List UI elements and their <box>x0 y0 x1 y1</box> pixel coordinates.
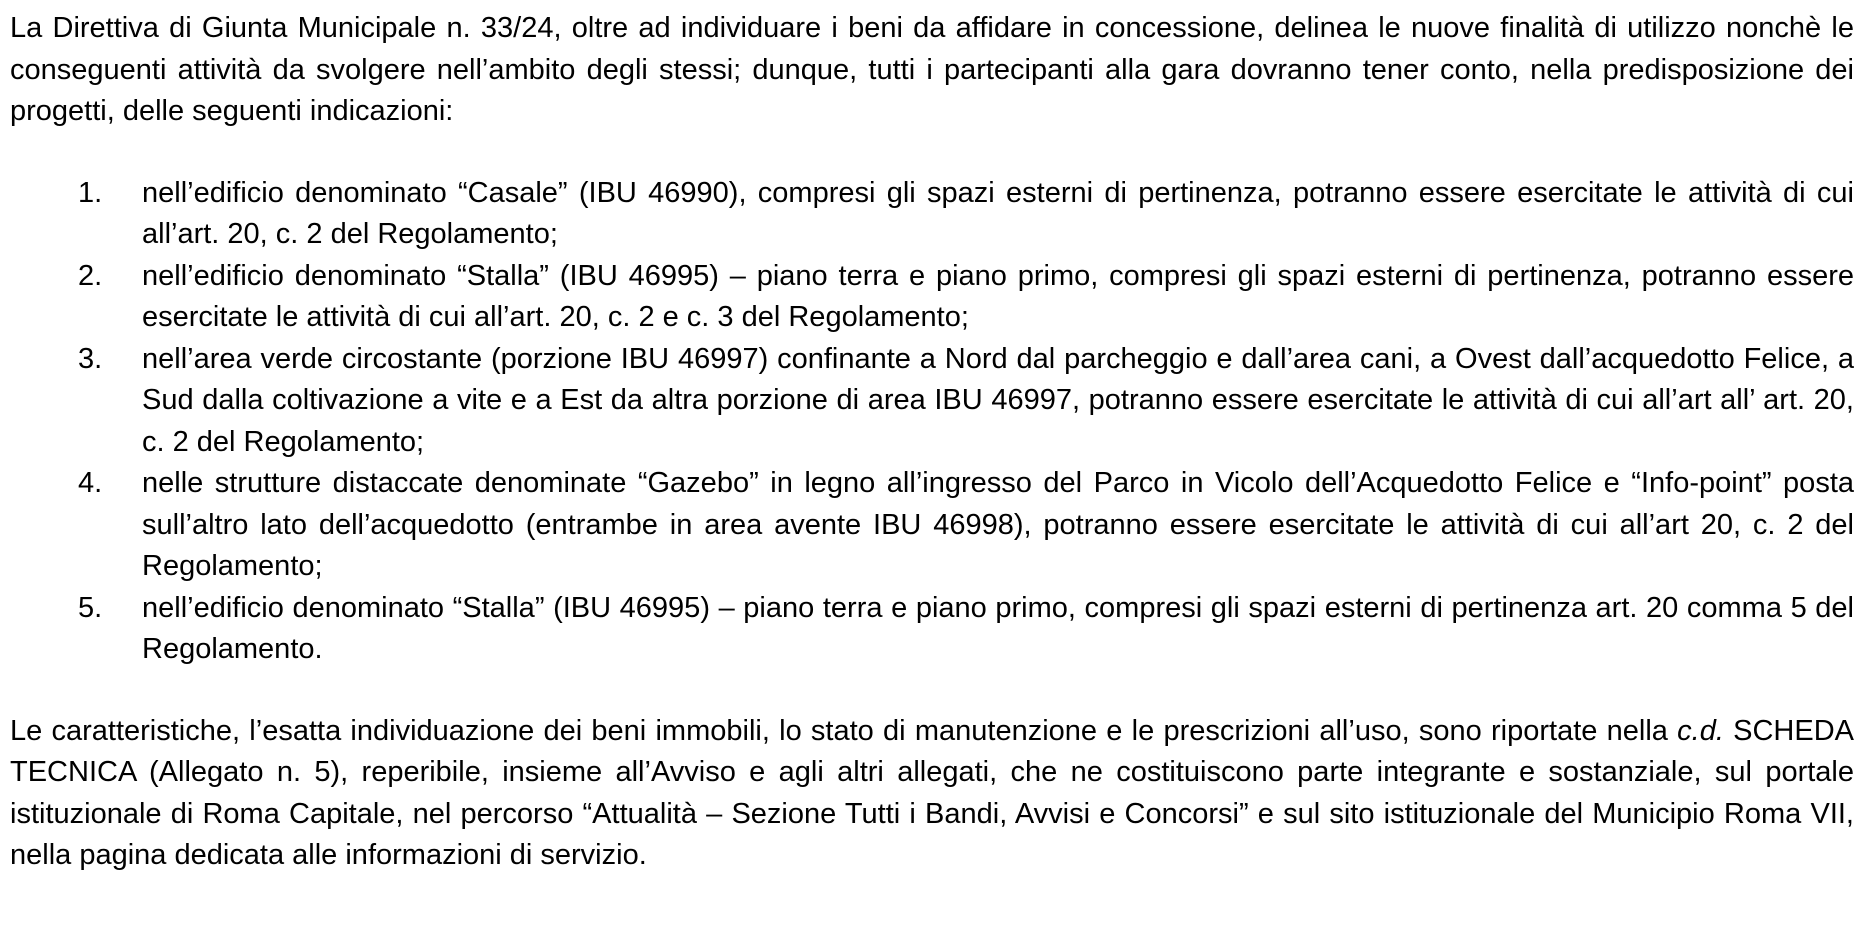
list-item-number: 5. <box>78 591 103 624</box>
list-item-number: 2. <box>78 259 103 292</box>
list-item-text: nell’area verde circostante (porzione IBU 46997) confinante a Nord dal parcheggio e dall’area cani, a Ovest dall’acquedotto Felice, a Sud dalla coltivazione a vite e a Est da altra porzione di area IBU 46997, potranno essere esercitate le attività di cui all’art all’ art. 20, c. 2 del Regolamento; <box>142 342 1854 458</box>
list-item <box>10 588 1854 671</box>
list-item <box>10 463 1854 588</box>
list-item-text: nell’edificio denominato “Casale” (IBU 46990), compresi gli spazi esterni di pertinenza, potranno essere esercitate le attività di cui all’art. 20, c. 2 del Regolamento; <box>142 176 1854 250</box>
intro-paragraph: La Direttiva di Giunta Municipale n. 33/24, oltre ad individuare i beni da affidare in concessione, delinea le nuove finalità di utilizzo nonchè le conseguenti attività da svolgere nell’ambito degli stessi; dunque, tutti i partecipanti alla gara dovranno tener conto, nella predisposizione dei progetti, delle seguenti indicazioni: <box>10 12 1854 127</box>
closing-text-start: Le caratteristiche, l’esatta individuazione dei beni immobili, lo stato di manutenzione e le prescrizioni all’uso, sono riportate nella <box>10 714 1678 747</box>
list-item <box>10 173 1854 256</box>
list-item-number: 3. <box>78 342 103 375</box>
list-item-text: nell’edificio denominato “Stalla” (IBU 46995) – piano terra e piano primo, compresi gli spazi esterni di pertinenza art. 20 comma 5 del Regolamento. <box>142 591 1854 665</box>
closing-text-end: SCHEDA TECNICA (Allegato n. 5), reperibile, insieme all’Avviso e agli altri allegati, che ne costituiscono parte integrante e sostanziale, sul portale istituzionale di Roma Capitale, nel percorso “Attualità – Sezione Tutti i Bandi, Avvisi e Concorsi” e sul sito istituzionale del Municipio Roma VII, nella pagina dedicata alle informazioni di servizio. <box>10 714 1854 871</box>
list-item-number: 1. <box>78 176 103 209</box>
list-item-number: 4. <box>78 467 103 499</box>
list-item <box>10 339 1854 464</box>
list-item-text: nell’edificio denominato “Stalla” (IBU 46995) – piano terra e piano primo, compresi gli spazi esterni di pertinenza, potranno essere esercitate le attività di cui all’art. 20, c. 2 e c. 3 del Regolamento; <box>142 259 1854 333</box>
list-item <box>10 256 1854 339</box>
indications-list <box>10 173 1854 671</box>
closing-italic-abbrev: c.d. <box>1677 714 1724 747</box>
list-item-text: nelle strutture distaccate denominate “Gazebo” in legno all’ingresso del Parco in Vicolo dell’Acquedotto Felice e “Info-point” posta sull’altro lato dell’acquedotto (entrambe in area avente IBU 46998), potranno essere esercitate le attività di cui all’art 20, c. 2 del Regolamento; <box>142 467 1854 582</box>
closing-paragraph <box>10 711 1854 877</box>
